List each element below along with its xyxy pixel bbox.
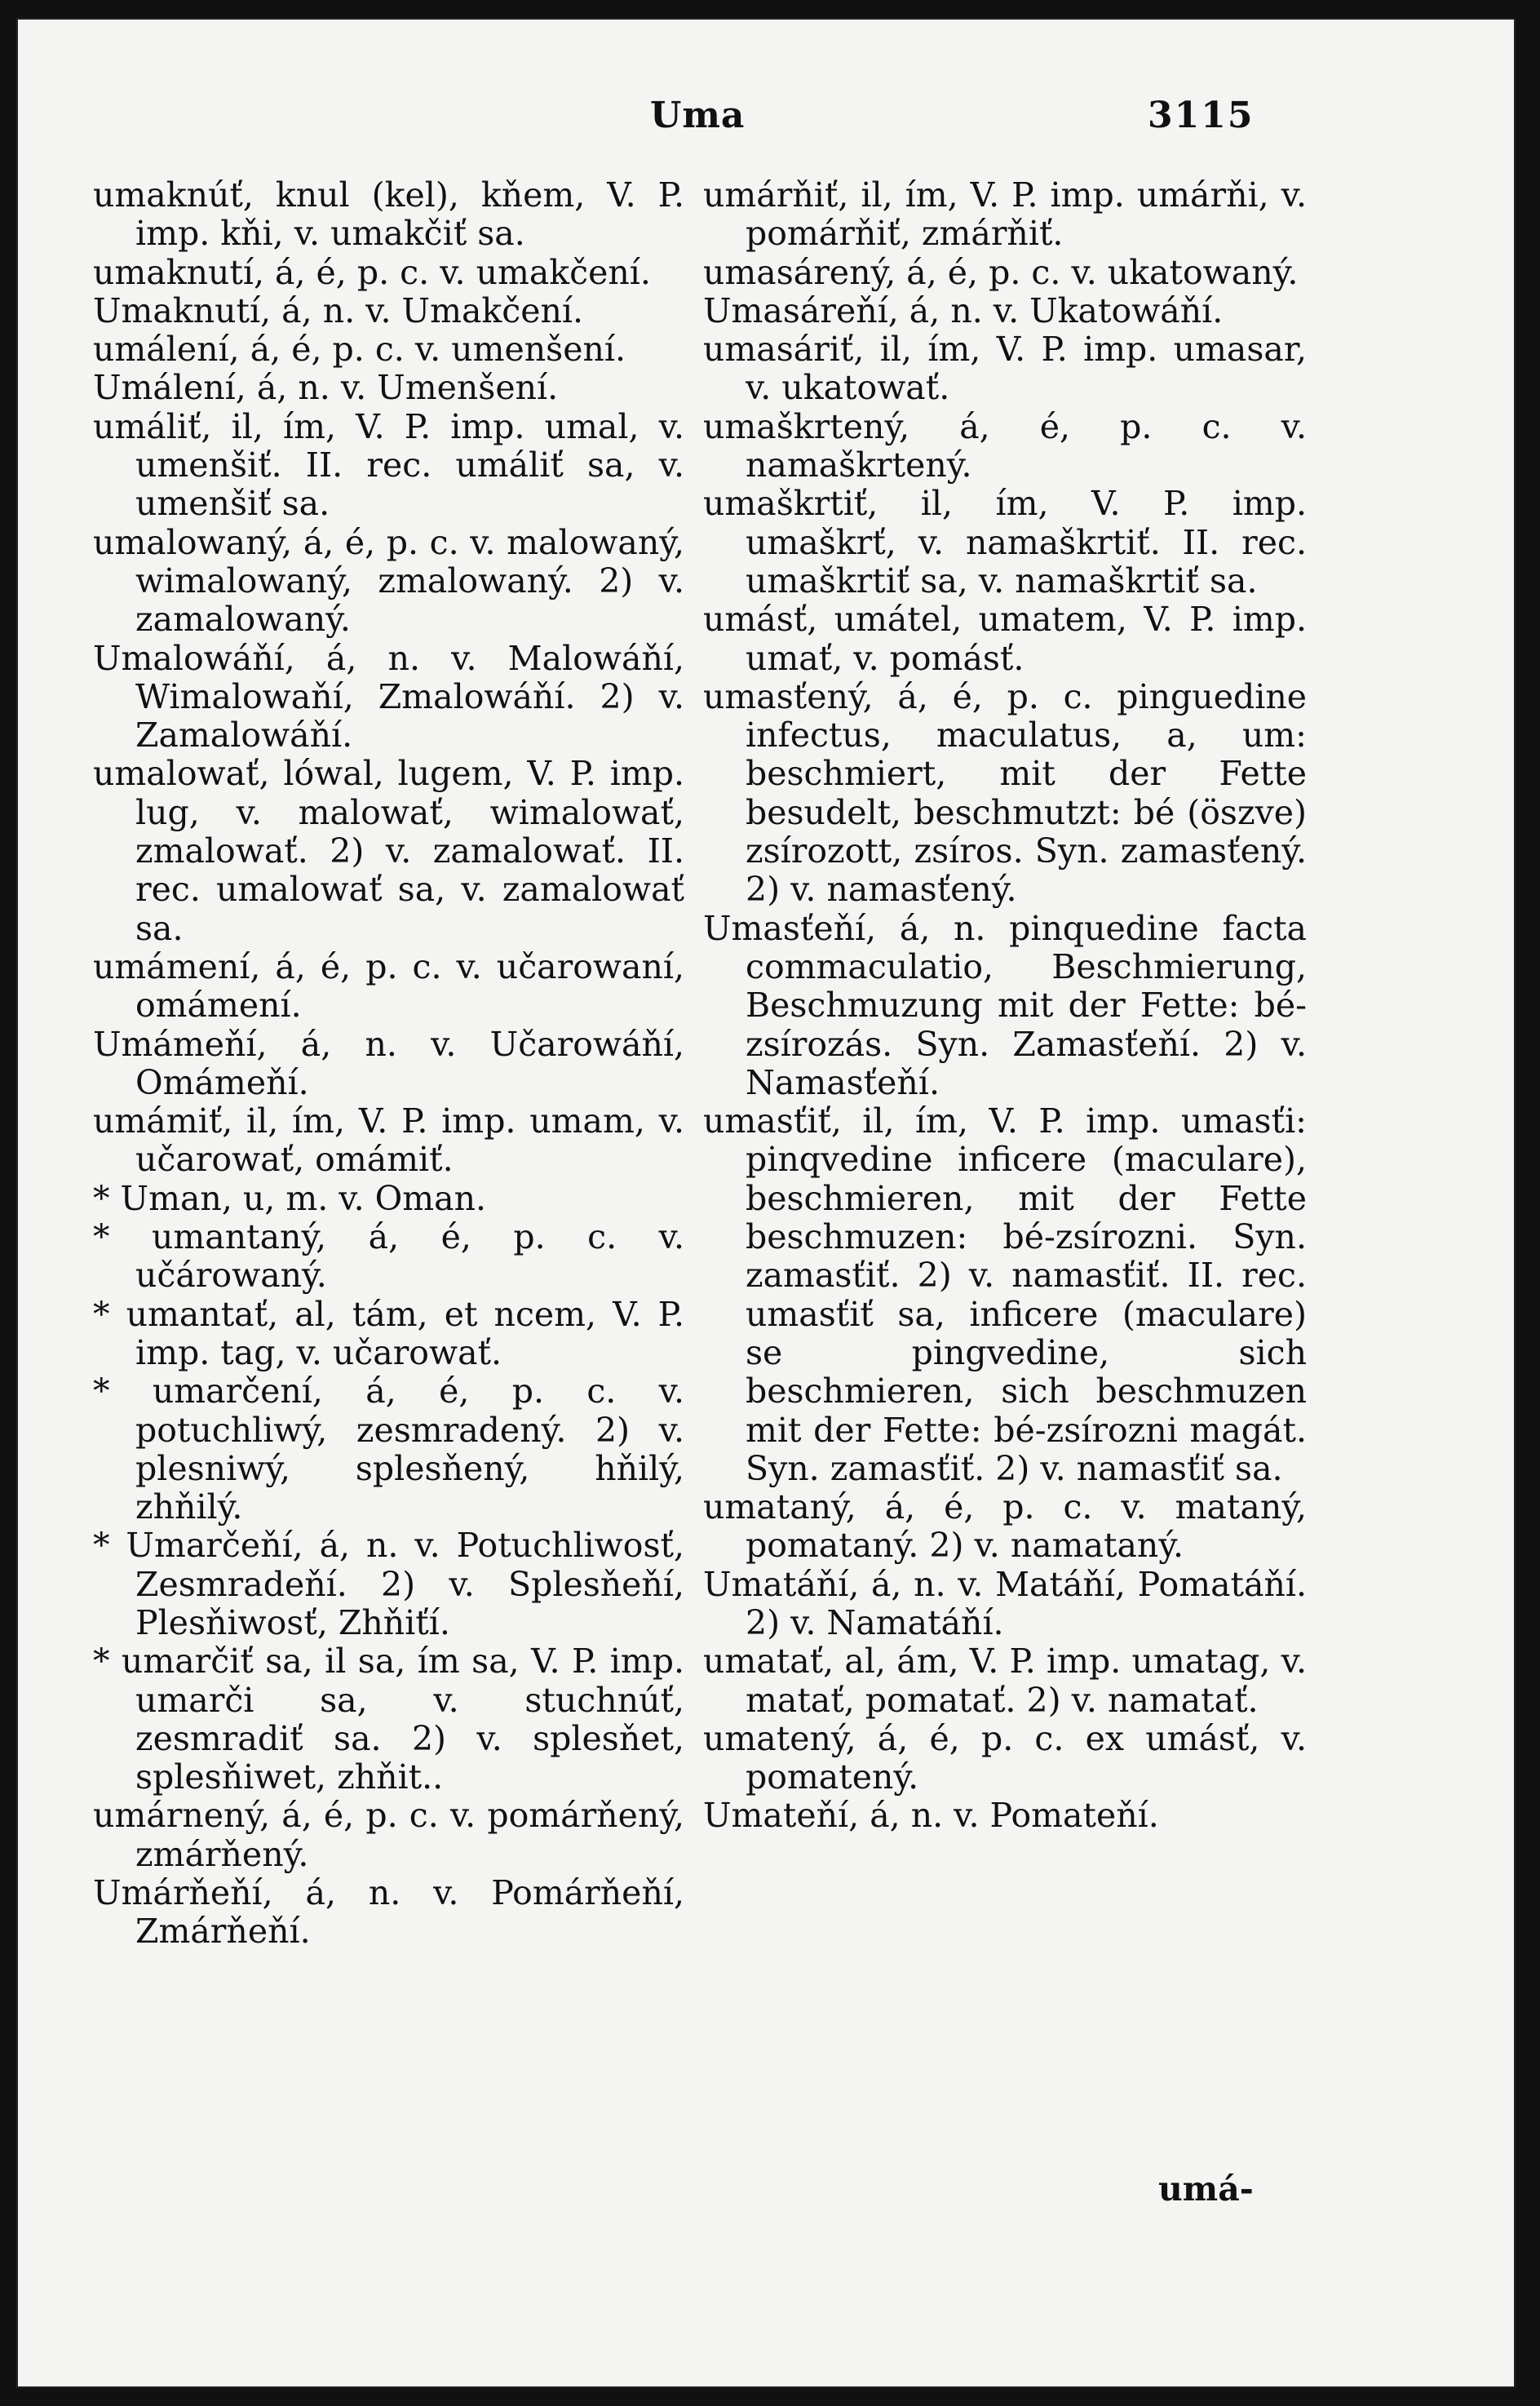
right-column	[703, 176, 1307, 1836]
entry: umataný, á, é, p. c. v. mataný, pomataný. 2) v. namataný.	[703, 1487, 1307, 1566]
entry: umaškrtený, á, é, p. c. v. namaškrtený.	[703, 406, 1307, 485]
page-number: 3115	[1148, 95, 1255, 136]
left-column	[93, 176, 684, 1952]
entry: * umarčiť sa, il sa, ím sa, V. P. imp. umarči sa, v. stuchnúť, zesmradiť sa. 2) v. splesňet, splesňiwet, zhňit..	[93, 1642, 684, 1797]
entry: umásť, umátel, umatem, V. P. imp. umať, v. pomásť.	[703, 600, 1307, 678]
entry: umaknúť, knul (kel), kňem, V. P. imp. kňi, v. umakčiť sa.	[93, 175, 684, 254]
entry: * umantať, al, tám, et ncem, V. P. imp. tag, v. učarowať.	[93, 1294, 684, 1372]
entry: umasťiť, il, ím, V. P. imp. umasťi: pinqvedine inficere (maculare), beschmieren, mit der Fette beschmuzen: bé-zsírozni. Syn. zamasťiť. 2) v. namasťiť. II. rec. umasťiť sa, inficere (maculare) se pingvedine, sich beschmieren, sich beschmuzen mit der Fette: bé-zsírozni magát. Syn. zamasťiť. 2) v. namasťiť sa.	[703, 1101, 1307, 1488]
running-title: Uma	[650, 95, 746, 136]
entry: umalowať, lówal, lugem, V. P. imp. lug, v. malowať, wimalowať, zmalowať. 2) v. zamalowať. II. rec. umalowať sa, v. zamalowať sa.	[93, 754, 684, 948]
entry: Umasáreňí, á, n. v. Ukatowáňí.	[703, 290, 1224, 330]
entry: umárnený, á, é, p. c. v. pomárňený, zmárňený.	[93, 1796, 684, 1874]
entry: umámiť, il, ím, V. P. imp. umam, v. učarowať, omámiť.	[93, 1101, 684, 1180]
entry: umálení, á, é, p. c. v. umenšení.	[93, 330, 626, 370]
entry: Umalowáňí, á, n. v. Malowáňí, Wimalowaňí, Zmalowáňí. 2) v. Zamalowáňí.	[93, 638, 684, 755]
entry: umárňiť, il, ím, V. P. imp. umárňi, v. pomárňiť, zmárňiť.	[703, 175, 1307, 254]
catchword: umá-	[1158, 2169, 1254, 2209]
entry: umalowaný, á, é, p. c. v. malowaný, wimalowaný, zmalowaný. 2) v. zamalowaný.	[93, 522, 684, 640]
entry: Umálení, á, n. v. Umenšení.	[93, 368, 559, 408]
entry: Umateňí, á, n. v. Pomateňí.	[703, 1796, 1159, 1836]
entry: * Umarčeňí, á, n. v. Potuchliwosť, Zesmradeňí. 2) v. Splesňeňí, Plesňiwosť, Zhňiťí.	[93, 1526, 684, 1642]
entry: umaškrtiť, il, ím, V. P. imp. umaškrť, v. namaškrtiť. II. rec. umaškrtiť sa, v. namaškrtiť sa.	[703, 484, 1307, 600]
entry: umatený, á, é, p. c. ex umásť, v. pomatený.	[703, 1718, 1307, 1797]
entry: umasáriť, il, ím, V. P. imp. umasar, v. ukatowať.	[703, 330, 1307, 408]
entry: umasárený, á, é, p. c. v. ukatowaný.	[703, 252, 1299, 292]
entry: umatať, al, ám, V. P. imp. umatag, v. matať, pomatať. 2) v. namatať.	[703, 1642, 1307, 1720]
entry: Umámeňí, á, n. v. Učarowáňí, Omámeňí.	[93, 1024, 684, 1102]
entry: umaknutí, á, é, p. c. v. umakčení.	[93, 252, 651, 292]
page-header	[18, 95, 1514, 152]
entry: Umatáňí, á, n. v. Matáňí, Pomatáňí. 2) v. Namatáňí.	[703, 1564, 1307, 1642]
entry: Umárňeňí, á, n. v. Pomárňeňí, Zmárňeňí.	[93, 1873, 684, 1952]
entry: umámení, á, é, p. c. v. učarowaní, omámení.	[93, 946, 684, 1026]
entry: umasťený, á, é, p. c. pinguedine infectus, maculatus, a, um: beschmiert, mit der Fette besudelt, beschmutzt: bé (öszve) zsírozott, zsíros. Syn. zamasťený. 2) v. namasťený.	[703, 676, 1307, 910]
entry: Umaknutí, á, n. v. Umakčení.	[93, 290, 584, 330]
entry: * umarčení, á, é, p. c. v. potuchliwý, zesmradený. 2) v. plesniwý, splesňený, hňilý, zhňilý.	[93, 1371, 684, 1527]
dictionary-page	[16, 18, 1516, 2388]
entry: * Uman, u, m. v. Oman.	[93, 1178, 487, 1218]
entry: Umasťeňí, á, n. pinquedine facta commaculatio, Beschmierung, Beschmuzung mit der Fette: bé-zsírozás. Syn. Zamasťeňí. 2) v. Namasťeňí.	[703, 908, 1307, 1102]
entry: * umantaný, á, é, p. c. v. učárowaný.	[93, 1217, 684, 1296]
entry: umáliť, il, ím, V. P. imp. umal, v. umenšiť. II. rec. umáliť sa, v. umenšiť sa.	[93, 406, 684, 524]
